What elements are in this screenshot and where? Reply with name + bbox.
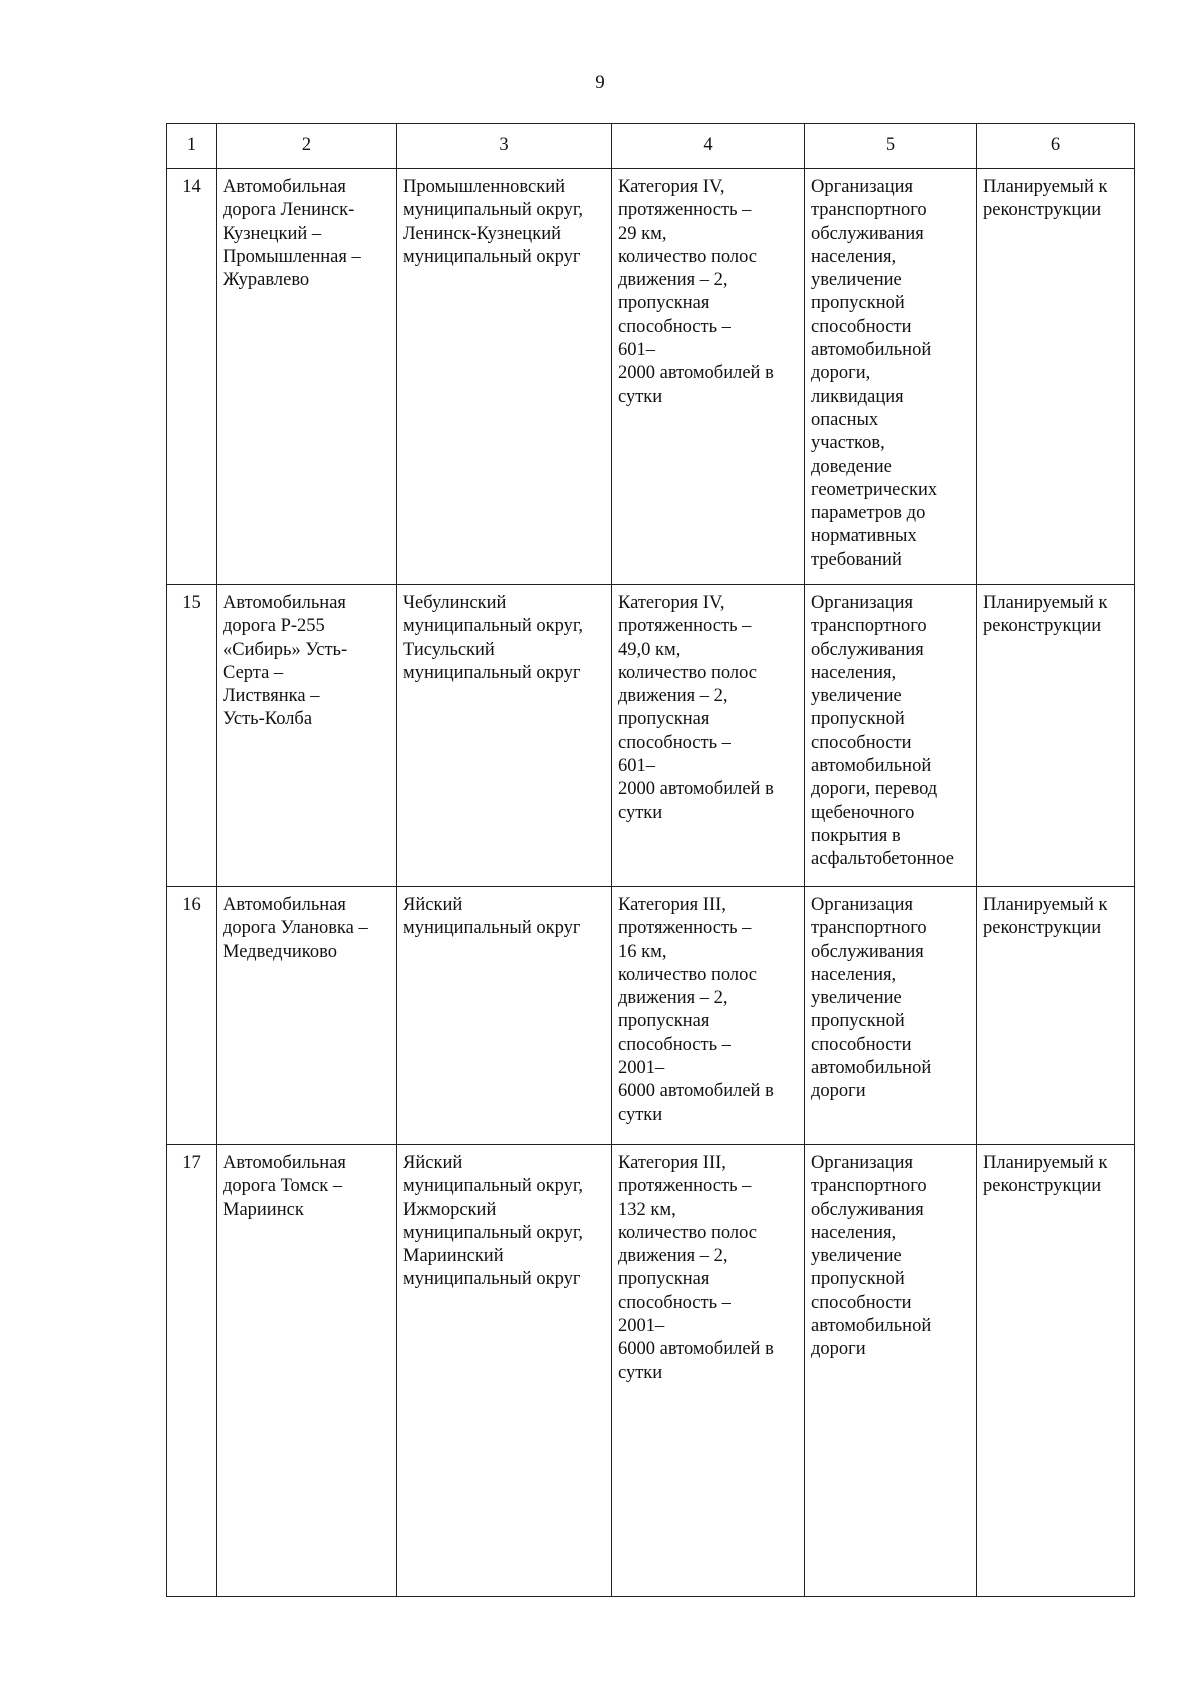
road-parameters: Категория III, протяженность – 16 км, количество полос движения – 2, пропускная способность – 2001– 6000 автомобилей в сутки (612, 887, 805, 1145)
header-cell: 3 (397, 124, 612, 169)
road-purpose: Организация транспортного обслуживания населения, увеличение пропускной способности автомобильной дороги (805, 887, 977, 1145)
road-parameters: Категория IV, протяженность – 49,0 км, количество полос движения – 2, пропускная способность – 601– 2000 автомобилей в сутки (612, 585, 805, 887)
road-name: Автомобильная дорога Улановка – Медведчиково (217, 887, 397, 1145)
header-cell: 1 (167, 124, 217, 169)
table-row (167, 887, 1135, 1145)
header-cell: 2 (217, 124, 397, 169)
road-purpose: Организация транспортного обслуживания населения, увеличение пропускной способности автомобильной дороги, перевод щебеночного покрытия в асфальтобетонное (805, 585, 977, 887)
road-name: Автомобильная дорога Томск – Мариинск (217, 1145, 397, 1597)
page-number: 9 (595, 72, 605, 93)
row-number: 17 (167, 1145, 217, 1597)
road-parameters: Категория III, протяженность – 132 км, количество полос движения – 2, пропускная способность – 2001– 6000 автомобилей в сутки (612, 1145, 805, 1597)
road-status: Планируемый к реконструкции (977, 169, 1135, 585)
table-row (167, 585, 1135, 887)
road-status: Планируемый к реконструкции (977, 887, 1135, 1145)
road-location: Яйский муниципальный округ (397, 887, 612, 1145)
road-table (166, 123, 1135, 1597)
row-number: 15 (167, 585, 217, 887)
road-location: Чебулинский муниципальный округ, Тисульский муниципальный округ (397, 585, 612, 887)
table-header-row (167, 124, 1135, 169)
table-row (167, 1145, 1135, 1597)
road-status: Планируемый к реконструкции (977, 1145, 1135, 1597)
road-location: Яйский муниципальный округ, Ижморский муниципальный округ, Мариинский муниципальный округ (397, 1145, 612, 1597)
header-cell: 4 (612, 124, 805, 169)
road-purpose: Организация транспортного обслуживания населения, увеличение пропускной способности автомобильной дороги (805, 1145, 977, 1597)
row-number: 16 (167, 887, 217, 1145)
road-parameters: Категория IV, протяженность – 29 км, количество полос движения – 2, пропускная способность – 601– 2000 автомобилей в сутки (612, 169, 805, 585)
road-name: Автомобильная дорога Р-255 «Сибирь» Усть- Серта – Листвянка – Усть-Колба (217, 585, 397, 887)
row-number: 14 (167, 169, 217, 585)
road-purpose: Организация транспортного обслуживания населения, увеличение пропускной способности автомобильной дороги, ликвидация опасных участков, доведение геометрических параметров до нормативных требований (805, 169, 977, 585)
road-location: Промышленновский муниципальный округ, Ленинск-Кузнецкий муниципальный округ (397, 169, 612, 585)
road-name: Автомобильная дорога Ленинск- Кузнецкий – Промышленная – Журавлево (217, 169, 397, 585)
table-row (167, 169, 1135, 585)
header-cell: 6 (977, 124, 1135, 169)
header-cell: 5 (805, 124, 977, 169)
road-status: Планируемый к реконструкции (977, 585, 1135, 887)
